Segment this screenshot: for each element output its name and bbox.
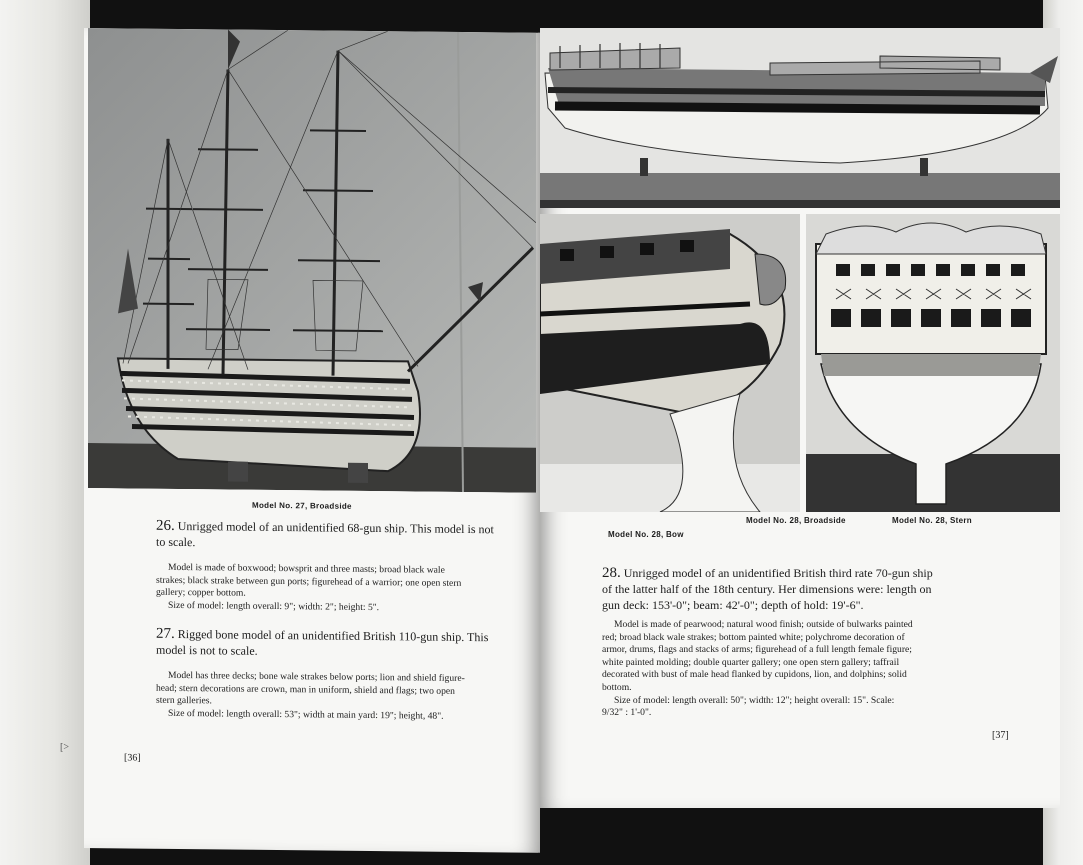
entry-28-heading [602, 565, 972, 613]
entry-28-body [602, 619, 972, 720]
entry-27-heading-line-1: Rigged bone model of an unidentified British 110-gun ship. This [174, 626, 489, 645]
entry-27-heading [156, 626, 516, 662]
photo-model-28-broadside [540, 28, 1060, 208]
photo-model-28-bow [540, 214, 800, 512]
entry-28-body-line: 9/32" : 1'-0". [602, 707, 652, 719]
entry-27-body-line: stern galleries. [156, 694, 212, 707]
entry-28-body-line: white painted molding; double quarter gallery; one open stern gallery; taffrail [602, 656, 900, 668]
right-page [540, 28, 1060, 808]
entry-26-number: 26. [156, 517, 175, 534]
entry-26-heading-line-2: to scale. [156, 534, 196, 550]
entry-27-number: 27. [156, 625, 175, 642]
left-edge-pages [0, 0, 90, 865]
entry-28-heading-line-2: of the latter half of the 18th century. Her dimensions were: length on [602, 582, 932, 596]
page-number-36: [36] [124, 752, 141, 764]
entry-28-body-line: bottom. [602, 681, 632, 693]
entry-28-body-line: Size of model: length overall: 50"; width: 12"; height overall: 15". Scale: [614, 694, 895, 706]
entry-26-body-line: strakes; black strake between gun ports; figurehead of a warrior; one open stern [156, 574, 462, 589]
entry-28-heading-line-1: Unrigged model of an unidentified British third rate 70-gun ship [620, 566, 933, 580]
entry-26-body [156, 562, 516, 616]
entry-27-heading-line-2: model is not to scale. [156, 642, 258, 658]
page-number-37: [37] [992, 730, 1009, 741]
entry-26-heading [156, 518, 516, 554]
caption-model-28-stern: Model No. 28, Stern [892, 516, 972, 525]
margin-mark: [> [60, 742, 69, 753]
entry-28-body-line: decorated with bust of male head flanked by cupidons, lion, and dolphins; solid [602, 669, 907, 681]
entry-27-body-line: head; stern decorations are crown, man in uniform, shield and flags; two open [156, 682, 455, 697]
left-page [84, 28, 540, 853]
entry-28-heading-line-3: gun deck: 153'-0"; beam: 42'-0"; depth of hold: 19'-6". [602, 598, 864, 612]
entry-28-body-line: red; broad black wale strakes; bottom painted white; polychrome decoration of [602, 631, 905, 643]
entry-28-body-line: Model is made of pearwood; natural wood finish; outside of bulwarks painted [614, 619, 913, 630]
entry-28-number: 28. [602, 565, 621, 581]
entry-27-body [156, 670, 516, 724]
entry-27-body-line: Model has three decks; bone wale strakes below ports; lion and shield figure- [168, 669, 465, 684]
caption-model-28-broadside: Model No. 28, Broadside [746, 516, 846, 525]
entry-27-body-line: Size of model: length overall: 53"; width at main yard: 19"; height, 48". [168, 707, 444, 722]
entry-26-body-line: Size of model: length overall: 9"; width: 2"; height: 5". [168, 599, 380, 613]
caption-model-27: Model No. 27, Broadside [252, 500, 352, 511]
entry-26-heading-line-1: Unrigged model of an unidentified 68-gun ship. This model is not [174, 518, 494, 537]
caption-model-28-bow: Model No. 28, Bow [608, 530, 684, 539]
photo-model-28-stern [806, 214, 1060, 512]
photo-model-27-broadside [88, 28, 536, 493]
entry-26-body-line: gallery; copper bottom. [156, 586, 246, 599]
entry-28-body-line: armor, drums, flags and stacks of arms; figurehead of a full length female figure; [602, 644, 912, 656]
entry-26-body-line: Model is made of boxwood; bowsprit and three masts; broad black wale [168, 561, 445, 576]
